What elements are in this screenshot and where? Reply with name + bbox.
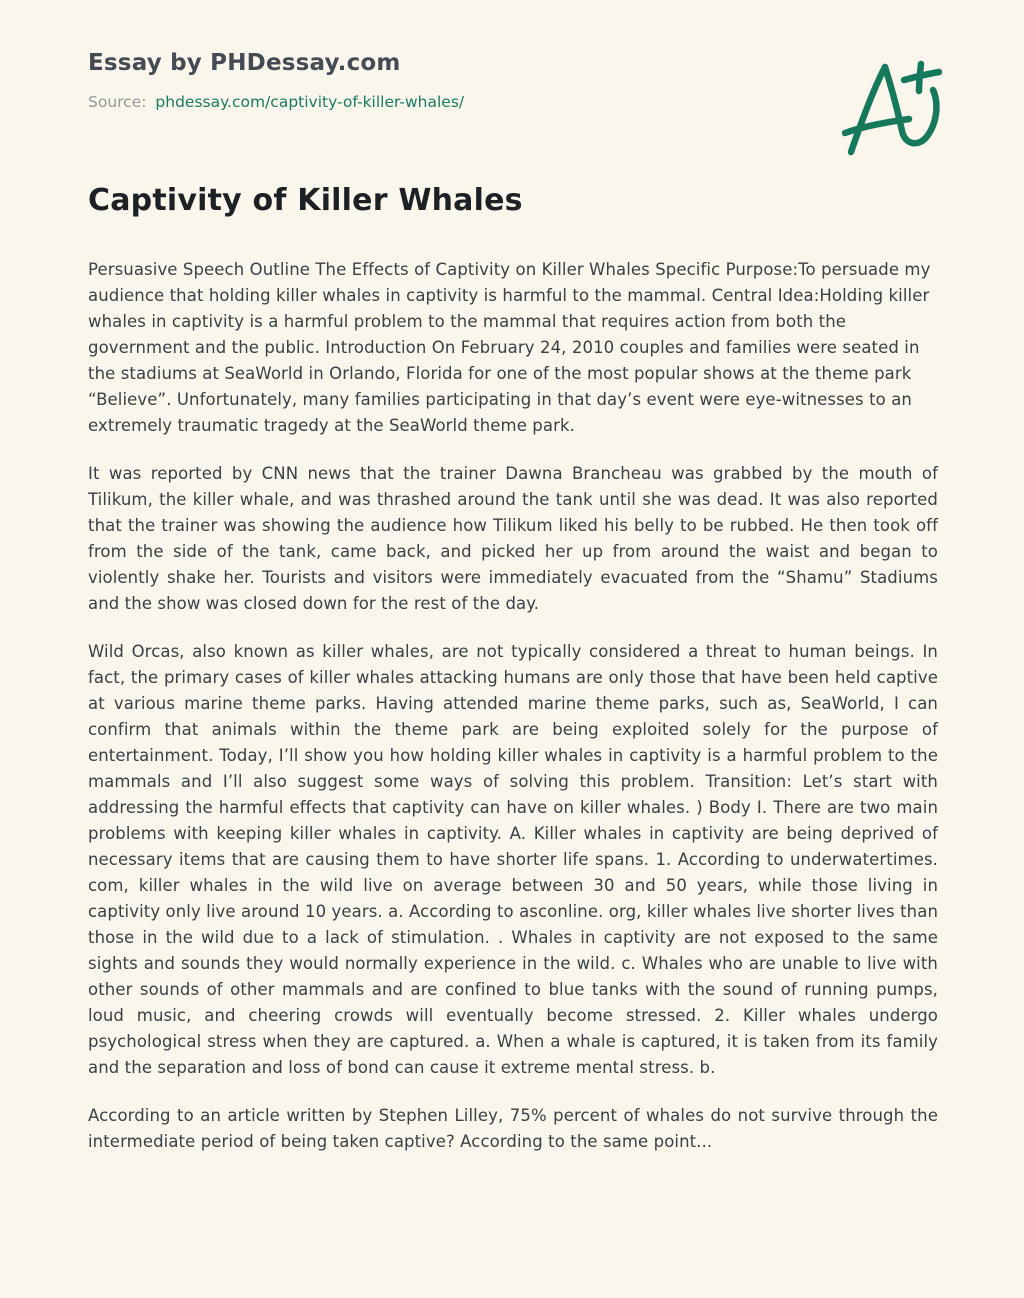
essay-paragraph-1: Persuasive Speech Outline The Effects of Captivity on Killer Whales Specific Purpose:To persuade my audience that holding killer whales in captivity is harmful to the mammal. Central Idea:Holding killer whales in captivity is a harmful problem to the mammal that requires action from both the government and the public. Introduction On February 24, 2010 couples and families were seated in the stadiums at SeaWorld in Orlando, Florida for one of the most popular shows at the theme park “Believe”. Unfortunately, many families participating in that day’s event were eye-witnesses to an extremely traumatic tragedy at the SeaWorld theme park. [88,260,931,435]
page-title: Captivity of Killer Whales [88,183,523,218]
source-row [88,93,938,111]
essay-paragraph-2: It was reported by CNN news that the trainer Dawna Brancheau was grabbed by the mouth of Tilikum, the killer whale, and was thrashed around the tank until she was dead. It was also reported that the trainer was showing the audience how Tilikum liked his belly to be rubbed. He then took off from the side of the tank, came back, and picked her up from around the waist and began to violently shake her. Tourists and visitors were immediately evacuated from the “Shamu” Stadiums and the show was closed down for the rest of the day. [88,464,938,613]
byline: Essay by PHDessay.com [88,50,401,76]
essay-paragraph-3: Wild Orcas, also known as killer whales, are not typically considered a threat to human beings. In fact, the primary cases of killer whales attacking humans are only those that have been held captive at various marine theme parks. Having attended marine theme parks, such as, SeaWorld, I can confirm that animals within the theme park are being exploited solely for the purpose of entertainment. Today, I’ll show you how holding killer whales in captivity is a harmful problem to the mammals and I’ll also suggest some ways of solving this problem. Transition: Let’s start with addressing the harmful effects that captivity can have on killer whales. ) Body I. There are two main problems with keeping killer whales in captivity. A. Killer whales in captivity are being deprived of necessary items that are causing them to have shorter life spans. 1. According to underwatertimes. com, killer whales in the wild live on average between 30 and 50 years, while those living in captivity only live around 10 years. a. According to asconline. org, killer whales live shorter lives than those in the wild due to a lack of stimulation. . Whales in captivity are not exposed to the same sights and sounds they would normally experience in the wild. c. Whales who are unable to live with other sounds of other mammals and are confined to blue tanks with the sound of running pumps, loud music, and cheering crowds will eventually become stressed. 2. Killer whales undergo psychological stress when they are captured. a. When a whale is captured, it is taken from its family and the separation and loss of bond can cause it extreme mental stress. b. [88,642,938,1077]
page-header [88,50,938,111]
source-label: Source: [88,93,147,111]
essay-paragraph-4: According to an article written by Stephen Lilley, 75% percent of whales do not survive through the intermediate period of being taken captive? According to the same point... [88,1106,938,1151]
source-link[interactable]: phdessay.com/captivity-of-killer-whales/ [155,93,465,111]
header-text-block [88,50,938,111]
a-plus-logo-icon [842,58,942,158]
